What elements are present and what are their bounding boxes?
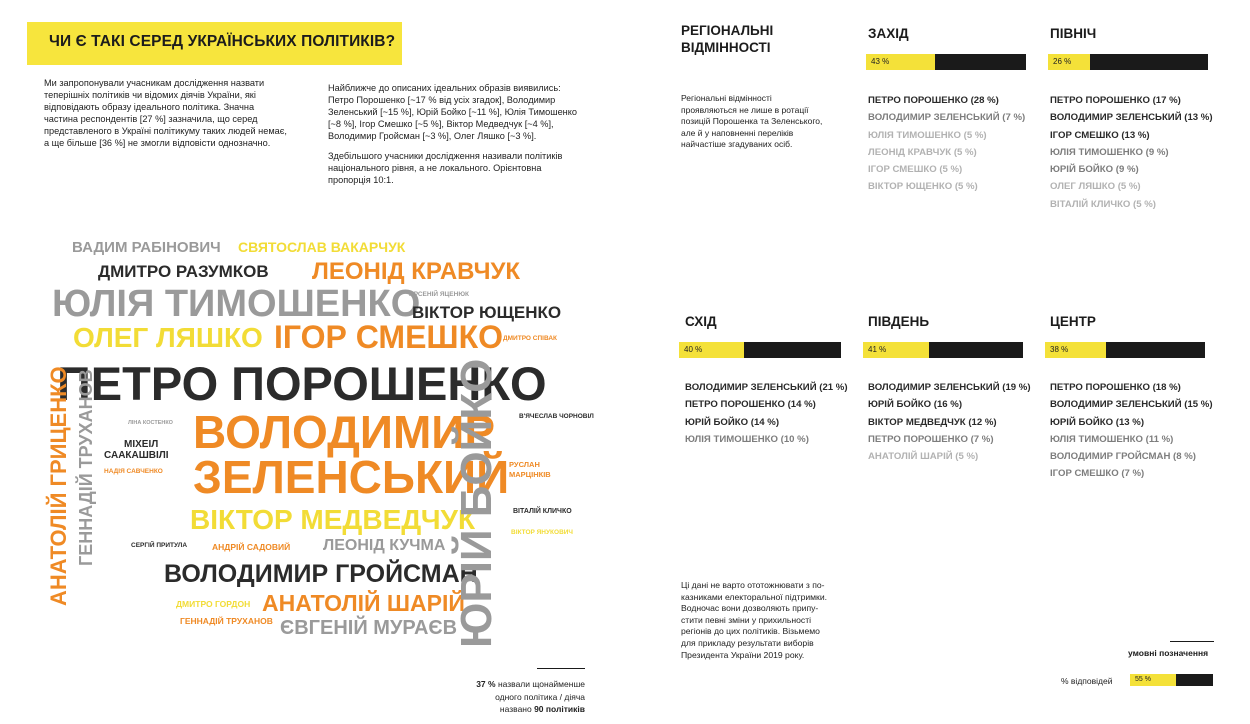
regional-heading [681, 22, 773, 56]
list-item: ВОЛОДИМИР ЗЕЛЕНСЬКИЙ (13 %) [1050, 112, 1213, 124]
list-item: ІГОР СМЕШКО (5 %) [868, 164, 963, 176]
region-south-list [868, 379, 1031, 465]
regional-heading-line: ВІДМІННОСТІ [681, 40, 771, 55]
note-line: для прикладу результати виборів [681, 637, 814, 648]
intro-right2-line: пропорція 10:1. [328, 175, 394, 185]
note-line: стити певні зміни у прихильності [681, 614, 812, 625]
legend-rule [1170, 641, 1214, 642]
footnote-bold: 90 політиків [534, 704, 585, 714]
regional-desc-line: найчастіше згадуваних осіб. [681, 139, 793, 149]
intro-right-line: Зеленський [~15 %], Юрій Бойко [~11 %], Юлія Тимошенко [328, 107, 577, 117]
wordcloud-word: ЄВГЕНІЙ МУРАЄВ [280, 617, 458, 639]
list-item: ПЕТРО ПОРОШЕНКО (14 %) [685, 399, 816, 411]
region-center-bar [1045, 342, 1205, 358]
list-item: ВОЛОДИМИР ЗЕЛЕНСЬКИЙ (15 %) [1050, 399, 1213, 411]
note-line: казниками електоральної підтримки. [681, 591, 828, 602]
note-line: регіонів до цих політиків. Візьмемо [681, 626, 820, 637]
wordcloud-word: В'ЯЧЕСЛАВ ЧОРНОВІЛ [519, 413, 594, 420]
wordcloud-word: ІГОР СМЕШКО [274, 319, 503, 355]
footnote [455, 678, 585, 716]
note-line: Президента України 2019 року. [681, 649, 805, 660]
wordcloud-word: РУСЛАН [509, 460, 540, 469]
note-paragraph [681, 580, 861, 661]
region-east-bar-label: 40 % [684, 345, 703, 354]
wordcloud-word: ЛЕОНІД КРАВЧУК [312, 258, 521, 285]
intro-right-line: Найближче до описаних ідеальних образів виявились: [328, 83, 561, 93]
intro-left-line: теперішніх політиків чи відомих діячів України, які [44, 90, 256, 100]
region-east-title: СХІД [685, 314, 717, 329]
intro-right2-line: національного рівня, а не локального. Орієнтовна [328, 163, 542, 173]
list-item: ВОЛОДИМИР ЗЕЛЕНСЬКИЙ (19 %) [868, 382, 1031, 393]
region-north-title: ПІВНІЧ [1050, 26, 1097, 41]
wordcloud-word: ВОЛОДИМИР ГРОЙСМАН [164, 560, 478, 588]
wordcloud-word: ВІКТОР ЯНУКОВИЧ [511, 529, 574, 536]
wordcloud-word: АРСЕНІЙ ЯЦЕНЮК [409, 291, 469, 298]
intro-right-line: Володимир Гройсман [~3 %], Олег Ляшко [~3 %]. [328, 131, 537, 141]
footnote-text: названо [499, 704, 535, 714]
list-item: ВОЛОДИМИР ЗЕЛЕНСЬКИЙ (21 %) [685, 382, 848, 393]
wordcloud-word: СААКАШВІЛІ [104, 450, 169, 461]
list-item: ЮРІЙ БОЙКО (14 %) [685, 416, 780, 428]
region-north-list [1050, 92, 1213, 213]
list-item: ЮЛІЯ ТИМОШЕНКО (9 %) [1050, 146, 1169, 158]
wordcloud-word: ЛІНА КОСТЕНКО [128, 420, 173, 426]
regional-desc-line: проявляються не лише в ротації [681, 104, 809, 115]
intro-right-line: Петро Порошенко [~17 % від усіх згадок], Володимир [328, 95, 556, 105]
region-east-bar [679, 342, 841, 358]
wordcloud-word: ГЕННАДІЙ ТРУХАНОВ [180, 616, 273, 626]
intro-right2-line: Здебільшого учасники дослідження називали політиків [328, 151, 563, 161]
regional-desc-line: але й у наповненні переліків [681, 127, 794, 138]
intro-right-line: [~8 %], Ігор Смешко [~5 %], Віктор Медведчук [~4 %], [328, 119, 554, 129]
list-item: ПЕТРО ПОРОШЕНКО (28 %) [868, 95, 999, 106]
intro-right-2 [328, 150, 608, 186]
regional-desc-line: позицій Порошенка та Зеленського, [681, 116, 823, 126]
wordcloud-word: ВІКТОР ЮЩЕНКО [412, 303, 562, 322]
wordcloud-word: ОЛЕГ ЛЯШКО [73, 322, 263, 353]
list-item: ІГОР СМЕШКО (7 %) [1050, 468, 1145, 480]
wordcloud-word: АНАТОЛІЙ ШАРІЙ [262, 590, 465, 616]
list-item: ПЕТРО ПОРОШЕНКО (7 %) [868, 433, 994, 445]
region-center-list [1050, 379, 1213, 483]
region-west-list [868, 92, 1025, 196]
list-item: ВІТАЛІЙ КЛИЧКО (5 %) [1050, 198, 1156, 210]
list-item: ЮЛІЯ ТИМОШЕНКО (10 %) [685, 433, 809, 445]
wordcloud-word: ЮЛІЯ ТИМОШЕНКО [52, 283, 421, 325]
wordcloud-word: МАРЦІНКІВ [509, 470, 551, 479]
list-item: ЮРІЙ БОЙКО (13 %) [1050, 416, 1145, 428]
wordcloud-word: СЕРГІЙ ПРИТУЛА [131, 542, 188, 549]
list-item: ВІКТОР ЮЩЕНКО (5 %) [868, 181, 978, 193]
region-west-bar-label: 43 % [871, 57, 890, 66]
intro-left-line: а ще більше [36 %] не змогли відповісти однозначно. [44, 138, 271, 148]
intro-left-line: представленого в Україні політикуму таких людей немає, [44, 126, 287, 136]
wordcloud-word: СВЯТОСЛАВ ВАКАРЧУК [238, 239, 406, 255]
region-center-title: ЦЕНТР [1050, 314, 1096, 329]
legend-label: % відповідей [1061, 676, 1113, 686]
wordcloud-word: АНДРІЙ САДОВИЙ [212, 542, 291, 552]
intro-left-line: відповідають образу ідеального політика. Значна [44, 102, 255, 112]
intro-left-line: Ми запропонували учасникам дослідження назвати [44, 78, 265, 88]
list-item: ВОЛОДИМИР ГРОЙСМАН (8 %) [1050, 451, 1196, 463]
list-item: ВОЛОДИМИР ЗЕЛЕНСЬКИЙ (7 %) [868, 112, 1026, 124]
list-item: ЛЕОНІД КРАВЧУК (5 %) [868, 146, 977, 158]
wordcloud-word: ЮРІЙ БОЙКО [452, 358, 501, 648]
wordcloud-word: ПЕТРО ПОРОШЕНКО [57, 357, 547, 410]
note-line: Ці дані не варто ототожнювати з по- [681, 580, 825, 590]
region-south-bar [863, 342, 1023, 358]
list-item: ЮЛІЯ ТИМОШЕНКО (11 %) [1050, 433, 1174, 445]
legend-title: умовні позначення [1128, 648, 1209, 658]
list-item: АНАТОЛІЙ ШАРІЙ (5 %) [868, 451, 979, 463]
region-south-bar-label: 41 % [868, 345, 887, 354]
note-line: Водночас вони дозволяють припу- [681, 603, 819, 614]
list-item: ПЕТРО ПОРОШЕНКО (18 %) [1050, 382, 1181, 393]
wordcloud-word: ВІТАЛІЙ КЛИЧКО [513, 508, 572, 515]
wordcloud-word: ВОЛОДИМИР [193, 406, 496, 458]
page-title: ЧИ Є ТАКІ СЕРЕД УКРАЇНСЬКИХ ПОЛІТИКІВ? [49, 33, 396, 50]
regional-description [681, 93, 851, 151]
list-item: ВІКТОР МЕДВЕДЧУК (12 %) [868, 416, 997, 428]
wordcloud-word: АНАТОЛІЙ ГРИЦЕНКО [46, 366, 71, 606]
regional-desc-line: Регіональні відмінності [681, 93, 772, 103]
region-north-bar [1048, 54, 1208, 70]
legend-bar [1130, 674, 1213, 686]
wordcloud-word: МІХЕІЛ [124, 439, 159, 450]
footnote-rule [537, 668, 585, 669]
region-east-list [685, 379, 848, 448]
region-south-title: ПІВДЕНЬ [868, 314, 930, 329]
wordcloud-word: ЛЕОНІД КУЧМА [323, 537, 446, 554]
region-center-bar-label: 38 % [1050, 345, 1069, 354]
footnote-bold: 37 % [476, 679, 496, 689]
list-item: ОЛЕГ ЛЯШКО (5 %) [1050, 181, 1141, 193]
list-item: ПЕТРО ПОРОШЕНКО (17 %) [1050, 95, 1181, 106]
wordcloud-word: ДМИТРО СПІВАК [503, 335, 558, 342]
list-item: ЮЛІЯ ТИМОШЕНКО (5 %) [868, 129, 987, 141]
footnote-text: одного політика / діяча [495, 691, 585, 702]
list-item: ЮРІЙ БОЙКО (16 %) [868, 399, 963, 411]
region-west-bar [866, 54, 1026, 70]
wordcloud-word: ДМИТРО ГОРДОН [176, 599, 251, 609]
region-west-title: ЗАХІД [868, 26, 909, 41]
list-item: ЮРІЙ БОЙКО (9 %) [1050, 164, 1139, 176]
regional-heading-line: РЕГІОНАЛЬНІ [681, 23, 774, 38]
intro-left-line: частина респондентів [27 %] зазначила, що серед [44, 114, 258, 124]
wordcloud-word: ВІКТОР МЕДВЕДЧУК [190, 504, 476, 535]
wordcloud-word: НАДІЯ САВЧЕНКО [104, 468, 163, 475]
intro-right [328, 82, 608, 142]
footnote-text: назвали щонайменше [495, 679, 585, 689]
wordcloud-word: ГЕННАДІЙ ТРУХАНОВ [76, 369, 96, 566]
wordcloud-word: ЗЕЛЕНСЬКИЙ [193, 451, 510, 503]
wordcloud-word: ДМИТРО РАЗУМКОВ [98, 262, 269, 281]
region-north-bar-label: 26 % [1053, 57, 1072, 66]
list-item: ІГОР СМЕШКО (13 %) [1050, 129, 1150, 141]
legend-bar-label: 55 % [1135, 676, 1151, 683]
intro-left [44, 77, 334, 149]
wordcloud-word: ВАДИМ РАБІНОВИЧ [72, 239, 221, 256]
